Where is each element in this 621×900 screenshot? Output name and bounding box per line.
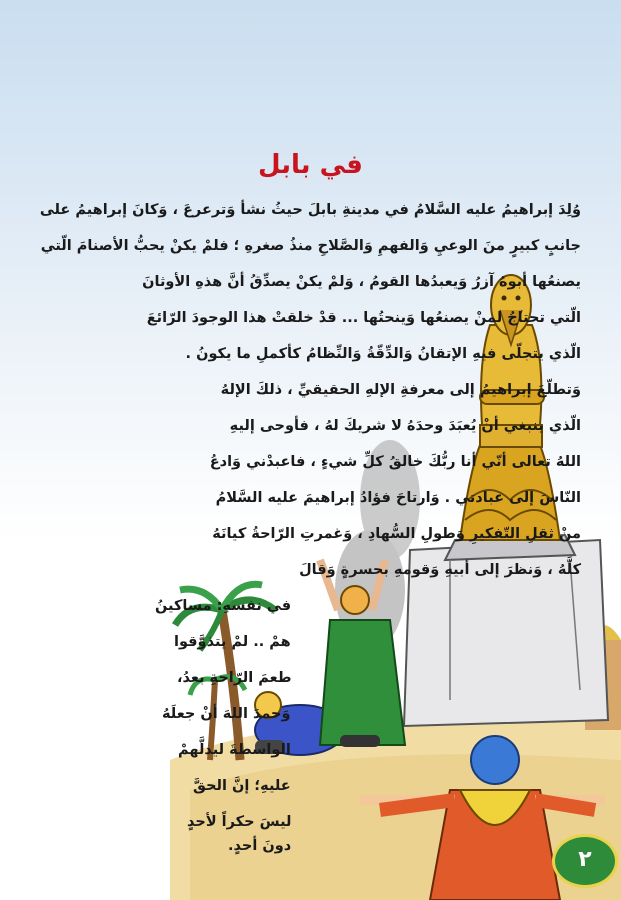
text-line: الّذي يتجلّى فيهِ الإتقانُ وَالدِّقّةُ وَالنِّظامُ كأكملِ ما يكونُ . (185, 346, 581, 362)
text-line: الواسطةَ ليدلَّهمْ (178, 742, 291, 758)
text-line: جانبٍ كبيرٍ منَ الوعيِ وَالفهمِ وَالصَّلاحِ منذُ صغرهِ ؛ فلمْ يكنْ يحبُّ الأصنامَ الّتي (40, 238, 581, 254)
text-line: طعمَ الرّاحةِ بعدُ، (177, 670, 292, 686)
text-line: همْ .. لمْ يتذوَّقوا (174, 634, 291, 650)
text-line: وَتطلّعَ إبراهيمُ إلى معرفةِ الإلهِ الحقيقيِّ ، ذلكَ الإلهُ (220, 382, 581, 398)
text-line: وَحمدَ اللهَ أنْ جعلَهُ (162, 706, 291, 722)
text-line: اللهُ تعالى أنّي أنا ربُّكَ خالقُ كلِّ شيءٍ ، فاعبدْني وَادعُ (209, 454, 581, 470)
text-line: يصنعُها أبوهُ آزرُ وَيعبدُها القومُ ، وَلمْ يكنْ يصدِّقُ أنَّ هذهِ الأوثانَ (142, 274, 581, 290)
text-line: في نفسهِ: مساكينُ (155, 598, 292, 614)
text-line: الّذي ينبغي أنْ يُعبَدَ وحدَهُ لا شريكَ لهُ ، فأوحى إليهِ (229, 418, 581, 434)
text-line: منْ ثقلِ التّفكيرِ وَطولِ السُّهادِ ، وَغمرتِ الرّاحةُ كيانَهُ (212, 526, 581, 542)
text-line: النّاسَ إلى عبادتي . وَارتاحَ فؤادُ إبراهيمَ عليه السَّلامُ (215, 490, 581, 506)
story-text (21, 200, 581, 860)
text-line: ليسَ حكراً لأحدٍ (187, 814, 292, 830)
text-line: عليهِ؛ إنَّ الحقَّ (193, 778, 291, 794)
text-line: كلَّهُ ، وَنظرَ إلى أبيهِ وَقومهِ بحسرةٍ وَقالَ (299, 562, 581, 578)
text-line: دونَ أحدٍ. (228, 838, 292, 854)
text-line: الّتي تحتاجُ لمنْ يصنعُها وَينحتُها ... قدْ خلقتْ هذا الوجودَ الرّائعَ (146, 310, 581, 326)
page-number-badge: ٢ (552, 834, 618, 888)
page-title: في بابل (258, 150, 363, 180)
text-line: وُلِدَ إبراهيمُ عليه السَّلامُ في مدينةِ بابلَ حيثُ نشأ وَترعرعَ ، وَكانَ إبراهيمُ على (39, 202, 581, 218)
